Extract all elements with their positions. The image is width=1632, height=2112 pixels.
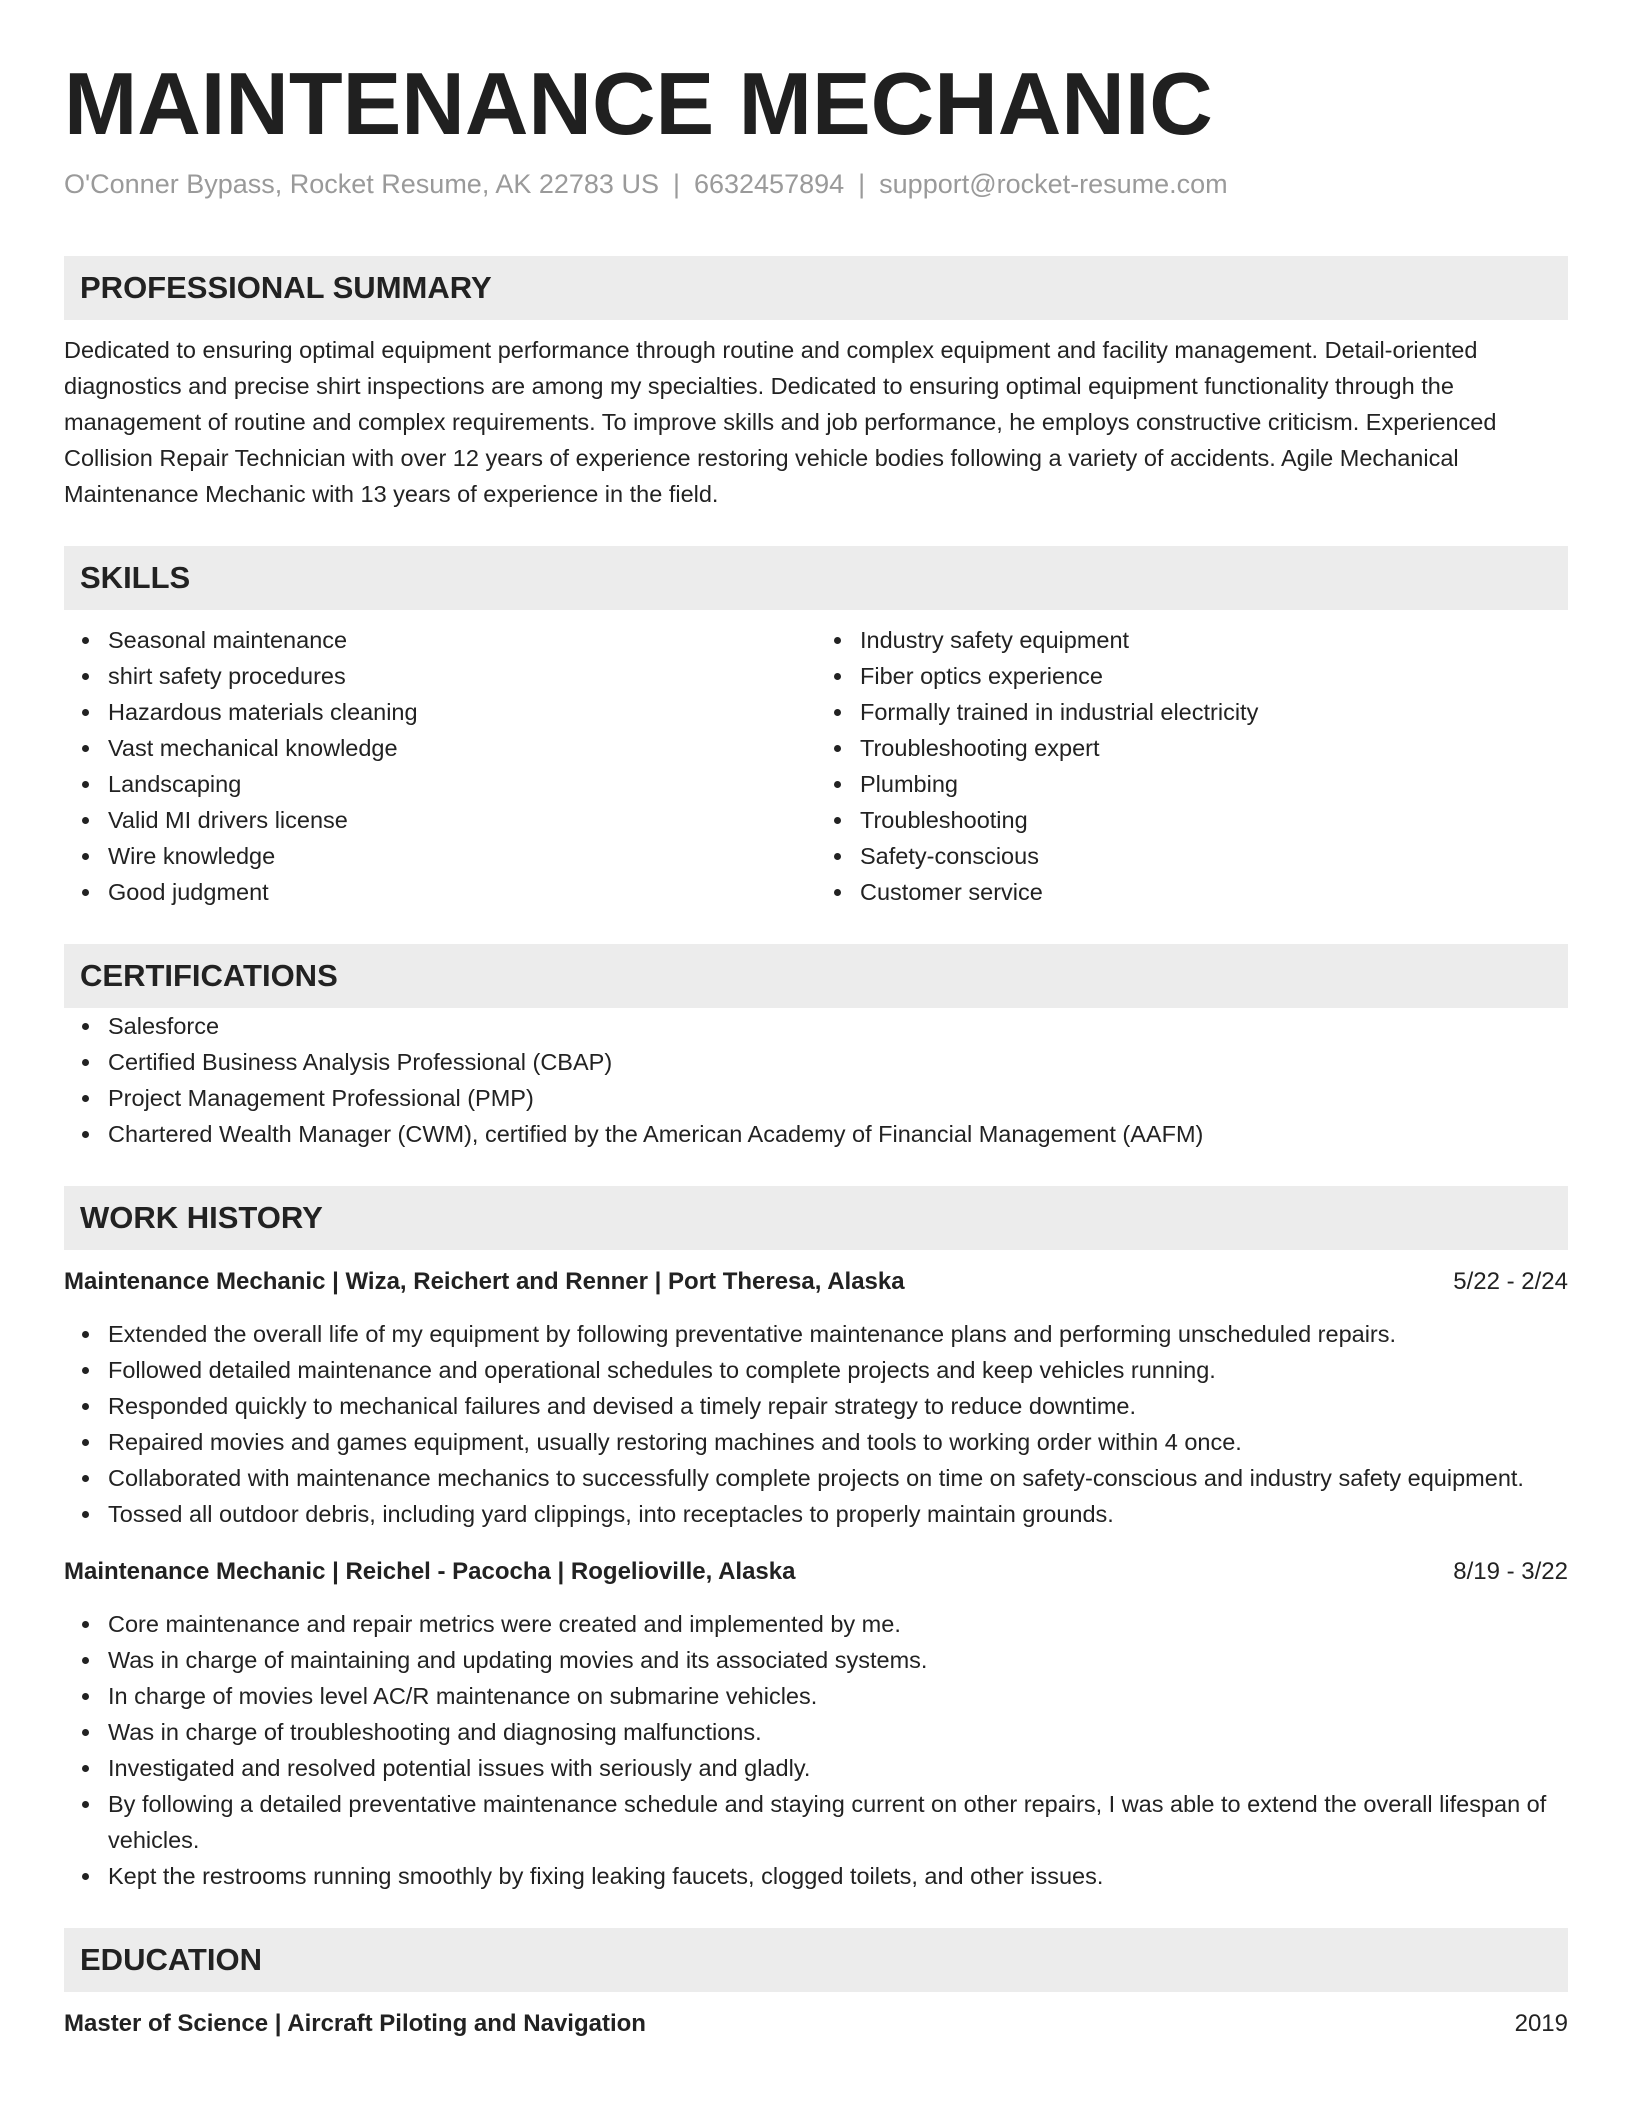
- job-bullet: Was in charge of maintaining and updating movies and its associated systems.: [108, 1642, 1568, 1678]
- skills-columns: [64, 622, 1568, 910]
- contact-line: [64, 166, 1568, 202]
- job-title: Maintenance Mechanic | Reichel - Pacocha | Rogelioville, Alaska: [64, 1558, 796, 1585]
- candidate-name: MAINTENANCE MECHANIC: [64, 54, 1213, 153]
- job-bullet: By following a detailed preventative maintenance schedule and staying current on other repairs, I was able to extend the overall lifespan of vehicles.: [108, 1786, 1568, 1858]
- job-bullet: Kept the restrooms running smoothly by fixing leaking faucets, clogged toilets, and other issues.: [108, 1858, 1568, 1894]
- skill-item: Troubleshooting expert: [860, 730, 1568, 766]
- certification-item: Chartered Wealth Manager (CWM), certified by the American Academy of Financial Management (AAFM): [108, 1116, 1568, 1152]
- skill-item: Safety-conscious: [860, 838, 1568, 874]
- certification-item: Project Management Professional (PMP): [108, 1080, 1568, 1116]
- skill-item: shirt safety procedures: [108, 658, 816, 694]
- skill-item: Plumbing: [860, 766, 1568, 802]
- job-dates: 5/22 - 2/24: [1453, 1268, 1568, 1295]
- summary-text: Dedicated to ensuring optimal equipment performance through routine and complex equipment and facility management. Detail-oriented diagnostics and precise shirt inspections are among my specialties. Dedicated to ensuring optimal equipment functionality through the management of routine and complex requirements. To improve skills and job performance, he employs constructive criticism. Experienced Collision Repair Technician with over 12 years of experience restoring vehicle bodies following a variety of accidents. Agile Mechanical Maintenance Mechanic with 13 years of experience in the field.: [64, 337, 1497, 507]
- job-bullet: Collaborated with maintenance mechanics to successfully complete projects on time on safety-conscious and industry safety equipment.: [108, 1460, 1568, 1496]
- certifications-section-header: CERTIFICATIONS: [64, 944, 1568, 1008]
- education-entry: [64, 2006, 1568, 2042]
- job-bullet: Responded quickly to mechanical failures and devised a timely repair strategy to reduce downtime.: [108, 1388, 1568, 1424]
- job-bullet: In charge of movies level AC/R maintenance on submarine vehicles.: [108, 1678, 1568, 1714]
- skill-item: Good judgment: [108, 874, 816, 910]
- contact-separator: |: [858, 169, 866, 199]
- summary-section-header: PROFESSIONAL SUMMARY: [64, 256, 1568, 320]
- contact-address: O'Conner Bypass, Rocket Resume, AK 22783 US: [64, 169, 659, 199]
- skill-item: Valid MI drivers license: [108, 802, 816, 838]
- job-heading-row: [64, 1554, 1568, 1590]
- skills-list-right: [816, 622, 1568, 910]
- education-year: 2019: [1514, 2010, 1568, 2037]
- job-bullet: Repaired movies and games equipment, usually restoring machines and tools to working order within 4 once.: [108, 1424, 1568, 1460]
- certification-item: Certified Business Analysis Professional (CBAP): [108, 1044, 1568, 1080]
- skill-item: Hazardous materials cleaning: [108, 694, 816, 730]
- contact-phone: 6632457894: [693, 169, 845, 199]
- skill-item: Troubleshooting: [860, 802, 1568, 838]
- skill-item: Landscaping: [108, 766, 816, 802]
- job-entry: [64, 1264, 1568, 1532]
- skill-item: Industry safety equipment: [860, 622, 1568, 658]
- job-dates: 8/19 - 3/22: [1453, 1558, 1568, 1585]
- job-bullets: [64, 1606, 1568, 1894]
- job-heading-row: [64, 1264, 1568, 1300]
- contact-email: support@rocket-resume.com: [879, 169, 1228, 199]
- resume-page: [64, 0, 1568, 2042]
- job-bullets: [64, 1316, 1568, 1532]
- skill-item: Wire knowledge: [108, 838, 816, 874]
- skills-list-left: [64, 622, 816, 910]
- degree-title: Master of Science | Aircraft Piloting and Navigation: [64, 2010, 646, 2037]
- skill-item: Formally trained in industrial electricity: [860, 694, 1568, 730]
- job-bullet: Investigated and resolved potential issues with seriously and gladly.: [108, 1750, 1568, 1786]
- job-entry: [64, 1554, 1568, 1894]
- skill-item: Vast mechanical knowledge: [108, 730, 816, 766]
- education-section-header: EDUCATION: [64, 1928, 1568, 1992]
- job-bullet: Tossed all outdoor debris, including yard clippings, into receptacles to properly maintain grounds.: [108, 1496, 1568, 1532]
- certifications-list: [64, 1008, 1568, 1152]
- certification-item: Salesforce: [108, 1008, 1568, 1044]
- skills-section-header: SKILLS: [64, 546, 1568, 610]
- skill-item: Customer service: [860, 874, 1568, 910]
- work-history-section-header: WORK HISTORY: [64, 1186, 1568, 1250]
- education-heading-row: [64, 2006, 1568, 2042]
- skill-item: Fiber optics experience: [860, 658, 1568, 694]
- job-bullet: Followed detailed maintenance and operational schedules to complete projects and keep vehicles running.: [108, 1352, 1568, 1388]
- job-bullet: Was in charge of troubleshooting and diagnosing malfunctions.: [108, 1714, 1568, 1750]
- contact-separator: |: [672, 169, 680, 199]
- job-title: Maintenance Mechanic | Wiza, Reichert and Renner | Port Theresa, Alaska: [64, 1268, 905, 1295]
- skill-item: Seasonal maintenance: [108, 622, 816, 658]
- job-bullet: Extended the overall life of my equipment by following preventative maintenance plans and performing unscheduled repairs.: [108, 1316, 1568, 1352]
- job-bullet: Core maintenance and repair metrics were created and implemented by me.: [108, 1606, 1568, 1642]
